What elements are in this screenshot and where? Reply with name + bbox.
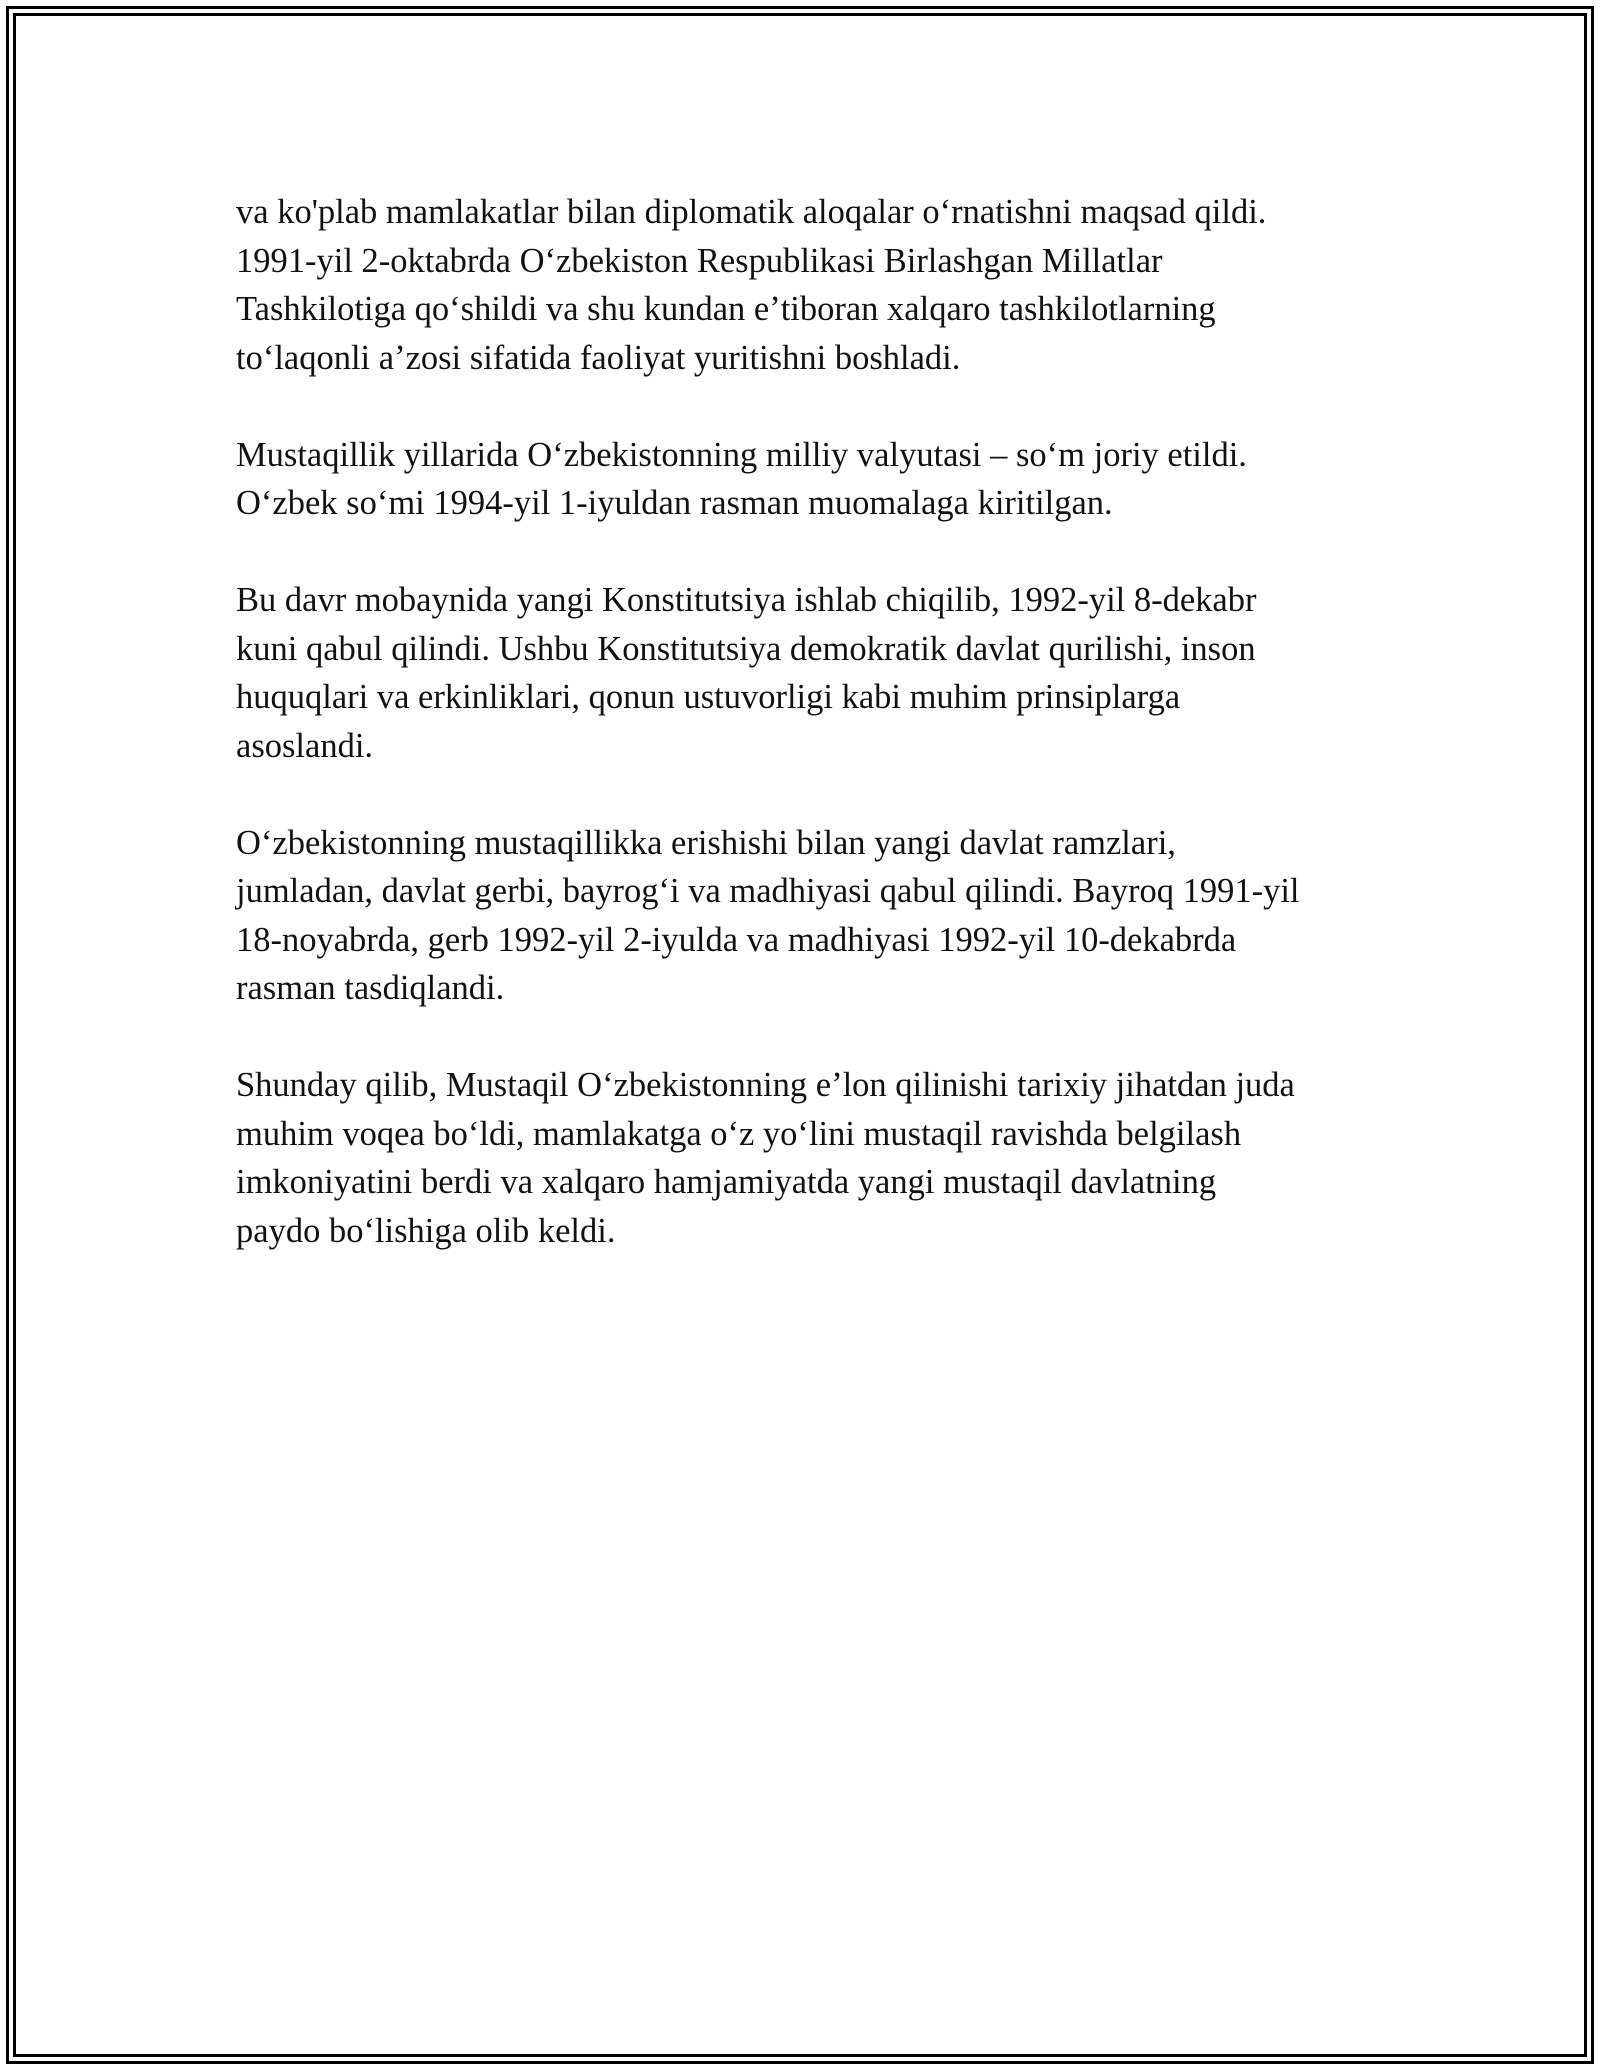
text-line: toʻlaqonli aʼzosi sifatida faoliyat yuritishni boshladi. [236, 338, 961, 377]
text-line: huquqlari va erkinliklari, qonun ustuvorligi kabi muhim prinsiplarga [236, 678, 1181, 716]
text-line: 1991-yil 2-oktabrda Oʻzbekiston Respublikasi Birlashgan Millatlar [236, 241, 1163, 280]
text-line: 18-noyabrda, gerb 1992-yil 2-iyulda va madhiyasi 1992-yil 10-dekabrda [236, 920, 1237, 959]
text-line: muhim voqea boʻldi, mamlakatga oʻz yoʻlini mustaqil ravishda belgilash [236, 1114, 1242, 1153]
text-line: Mustaqillik yillarida Oʻzbekistonning milliy valyutasi – soʻm joriy etildi. [236, 435, 1247, 474]
text-line: imkoniyatini berdi va xalqaro hamjamiyatda yangi mustaqil davlatning [236, 1163, 1217, 1201]
text-line: jumladan, davlat gerbi, bayrogʻi va madhiyasi qabul qilindi. Bayroq 1991-yil [236, 872, 1300, 910]
text-line: asoslandi. [236, 726, 374, 765]
text-line: rasman tasdiqlandi. [236, 969, 505, 1007]
text-line: Shunday qilib, Mustaqil Oʻzbekistonning eʼlon qilinishi tarixiy jihatdan juda [236, 1066, 1295, 1104]
text-line: Bu davr mobaynida yangi Konstitutsiya ishlab chiqilib, 1992-yil 8-dekabr [236, 581, 1257, 619]
text-line: kuni qabul qilindi. Ushbu Konstitutsiya demokratik davlat qurilishi, inson [236, 629, 1256, 668]
text-line: va ko'plab mamlakatlar bilan diplomatik aloqalar oʻrnatishni maqsad qildi. [236, 193, 1267, 231]
paragraph-1 [236, 188, 1386, 382]
text-line: paydo boʻlishiga olib keldi. [236, 1211, 616, 1250]
paragraph-4 [236, 819, 1386, 1013]
paragraph-2 [236, 431, 1386, 528]
paragraph-5 [236, 1061, 1386, 1255]
text-line: Tashkilotiga qoʻshildi va shu kundan eʼtiboran xalqaro tashkilotlarning [236, 290, 1216, 328]
paragraph-3 [236, 576, 1386, 770]
text-line: Oʻzbek soʻmi 1994-yil 1-iyuldan rasman muomalaga kiritilgan. [236, 484, 1113, 522]
document-body [236, 188, 1386, 1304]
text-line: Oʻzbekistonning mustaqillikka erishishi bilan yangi davlat ramzlari, [236, 823, 1176, 862]
